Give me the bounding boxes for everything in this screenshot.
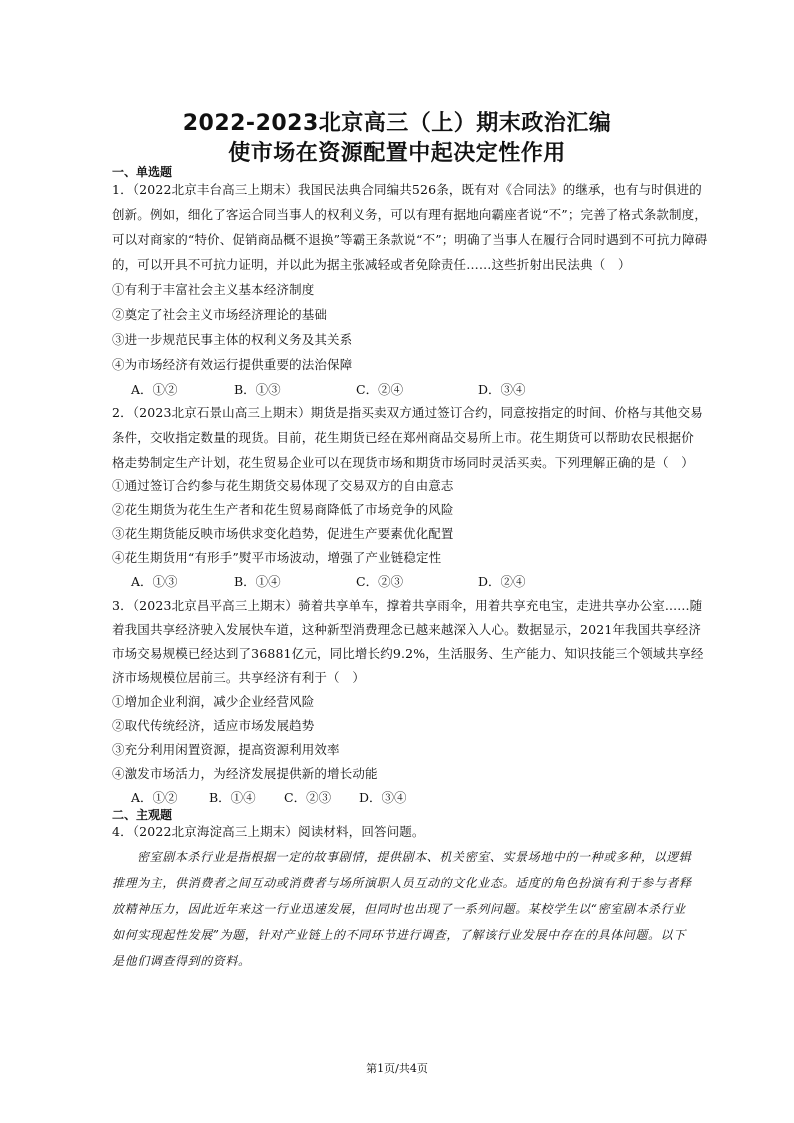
q4-material-line: 密室剧本杀行业是指根据一定的故事剧情，提供剧本、机关密室、实景场地中的一种或多种，以逻辑 bbox=[137, 850, 692, 864]
q2-option-a: A．①③ bbox=[131, 574, 178, 589]
q2-statement: ④花生期货用“有形手”熨平市场波动，增强了产业链稳定性 bbox=[112, 550, 442, 565]
q1-statement: ③进一步规范民事主体的权利义务及其关系 bbox=[112, 332, 353, 347]
q1-statement: ①有利于丰富社会主义基本经济制度 bbox=[112, 282, 315, 297]
q3-option-c: C．②③ bbox=[284, 790, 332, 805]
q2-statement: ①通过签订合约参与花生期货交易体现了交易双方的自由意志 bbox=[112, 478, 454, 493]
q2-stem-line: 格走势制定生产计划，花生贸易企业可以在现货市场和期货市场同时灵活买卖。下列理解正确的是（ ） bbox=[112, 455, 694, 470]
q1-option-d: D．③④ bbox=[478, 382, 526, 397]
q2-option-b: B．①④ bbox=[234, 574, 281, 589]
q4-material-line: 推理为主，供消费者之间互动或消费者与场所演职人员互动的文化业态。适度的角色扮演有利于参与者释 bbox=[112, 876, 692, 890]
q4-intro: 4．（2022北京海淀高三上期末）阅读材料，回答问题。 bbox=[112, 824, 425, 839]
q3-stem-line: 济市场规模位居前三。共享经济有利于（ ） bbox=[112, 670, 366, 685]
q4-material-line: 放精神压力，因此近年来这一行业迅速发展，但同时也出现了一系列问题。某校学生以“密室剧本杀行业 bbox=[112, 902, 686, 916]
q4-material-line: 是他们调查得到的资料。 bbox=[112, 954, 251, 968]
q4-material-line: 如何实现起性发展”为题，针对产业链上的不同环节进行调查，了解该行业发展中存在的具体问题。以下 bbox=[112, 928, 686, 942]
q1-statement: ④为市场经济有效运行提供重要的法治保障 bbox=[112, 357, 353, 372]
q1-stem-line: 1．（2022北京丰台高三上期末）我国民法典合同编共526条，既有对《合同法》的继承，也有与时俱进的 bbox=[112, 182, 702, 197]
q3-statement: ②取代传统经济，适应市场发展趋势 bbox=[112, 718, 315, 733]
q1-option-b: B．①③ bbox=[234, 382, 281, 397]
q3-option-a: A．①② bbox=[131, 790, 178, 805]
q2-stem-line: 2．（2023北京石景山高三上期末）期货是指买卖双方通过签订合约，同意按指定的时间、价格与其他交易 bbox=[112, 405, 703, 420]
q2-option-d: D．②④ bbox=[478, 574, 526, 589]
document-title: 2022-2023北京高三（上）期末政治汇编 bbox=[182, 111, 612, 136]
q1-option-a: A．①② bbox=[131, 382, 178, 397]
q3-statement: ③充分利用闲置资源，提高资源利用效率 bbox=[112, 742, 340, 757]
q1-stem-line: 的，可以开具不可抗力证明，并以此为据主张减轻或者免除责任……这些折射出民法典（ ） bbox=[112, 257, 631, 272]
q3-option-d: D．③④ bbox=[359, 790, 407, 805]
q3-statement: ①增加企业利润，减少企业经营风险 bbox=[112, 694, 315, 709]
q1-option-c: C．②④ bbox=[356, 382, 404, 397]
q2-stem-line: 条件，交收指定数量的现货。目前，花生期货已经在郑州商品交易所上市。花生期货可以帮助农民根据价 bbox=[112, 430, 694, 445]
document-subtitle: 使市场在资源配置中起决定性作用 bbox=[228, 141, 566, 166]
section-heading-subjective: 二、主观题 bbox=[112, 808, 173, 822]
q3-stem-line: 3．（2023北京昌平高三上期末）骑着共享单车，撑着共享雨伞，用着共享充电宝，走进共享办公室......随 bbox=[112, 598, 703, 613]
q3-statement: ④激发市场活力，为经济发展提供新的增长动能 bbox=[112, 766, 378, 781]
q3-stem-line: 市场交易规模已经达到了36881亿元，同比增长约9.2%，生活服务、生产能力、知识技能三个领域共享经 bbox=[112, 646, 704, 661]
q2-option-c: C．②③ bbox=[356, 574, 404, 589]
q2-statement: ③花生期货能反映市场供求变化趋势，促进生产要素优化配置 bbox=[112, 526, 454, 541]
section-heading-single-choice: 一、单选题 bbox=[112, 165, 173, 179]
q2-statement: ②花生期货为花生生产者和花生贸易商降低了市场竞争的风险 bbox=[112, 502, 454, 517]
page-number: 第1页/共4页 bbox=[366, 1062, 428, 1075]
q3-stem-line: 着我国共享经济驶入发展快车道，这种新型消费理念已越来越深入人心。数据显示，2021年我国共享经济 bbox=[112, 622, 702, 637]
q1-statement: ②奠定了社会主义市场经济理论的基础 bbox=[112, 307, 328, 322]
q1-stem-line: 创新。例如，细化了客运合同当事人的权利义务，可以有理有据地向霸座者说“不”；完善了格式条款制度， bbox=[112, 207, 707, 222]
q3-option-b: B．①④ bbox=[209, 790, 256, 805]
q1-stem-line: 可以对商家的“特价、促销商品概不退换”等霸王条款说“不”；明确了当事人在履行合同时遇到不可抗力障碍 bbox=[112, 232, 708, 247]
